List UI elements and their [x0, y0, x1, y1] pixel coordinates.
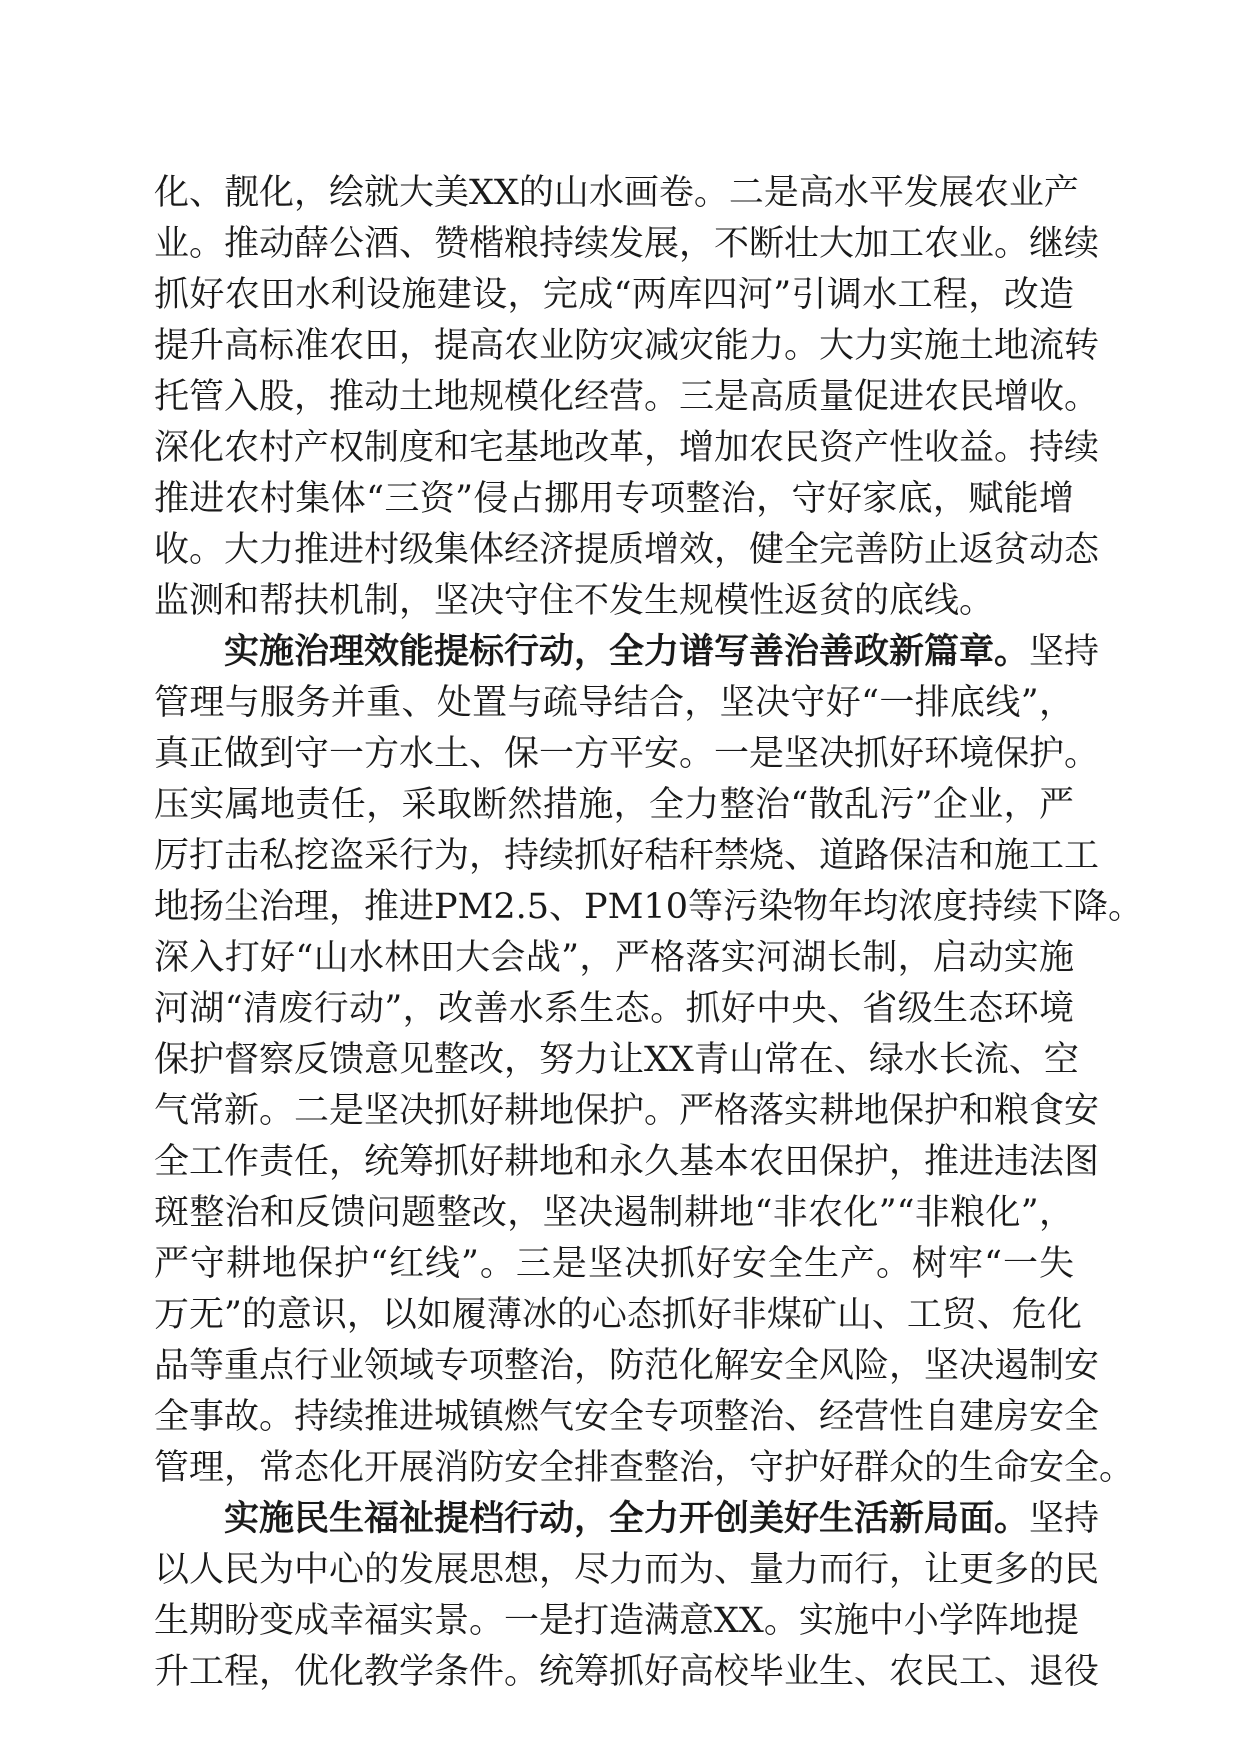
paragraph-line: 保护督察反馈意见整改，努力让XX青山常在、绿水长流、空 — [154, 1040, 1079, 1080]
paragraph-line: 提升高标准农田，提高农业防灾减灾能力。大力实施土地流转 — [154, 326, 1100, 366]
paragraph-line: 全事故。持续推进城镇燃气安全专项整治、经营性自建房安全 — [154, 1397, 1100, 1437]
section-heading: 实施治理效能提标行动，全力谱写善治善政新篇章。 — [224, 632, 1030, 672]
paragraph-line: 压实属地责任，采取断然措施，全力整治“散乱污”企业，严 — [154, 785, 1074, 825]
paragraph-line: 托管入股，推动土地规模化经营。三是高质量促进农民增收。 — [154, 377, 1100, 417]
paragraph-line: 深化农村产权制度和宅基地改革，增加农民资产性收益。持续 — [154, 428, 1100, 468]
paragraph-line: 气常新。二是坚决抓好耕地保护。严格落实耕地保护和粮食安 — [154, 1091, 1100, 1131]
paragraph-line: 管理与服务并重、处置与疏导结合，坚决守好“一排底线”， — [154, 683, 1074, 723]
paragraph-line: 业。推动薛公酒、赞楷粮持续发展，不断壮大加工农业。继续 — [154, 224, 1100, 264]
section-heading: 实施民生福祉提档行动，全力开创美好生活新局面。 — [224, 1499, 1030, 1539]
paragraph-line: 化、靓化，绘就大美XX的山水画卷。二是高水平发展农业产 — [154, 173, 1079, 213]
heading-continuation: 坚持 — [1029, 632, 1100, 672]
paragraph-line: 万无”的意识，以如履薄冰的心态抓好非煤矿山、工贸、危化 — [154, 1295, 1082, 1335]
heading-continuation: 坚持 — [1029, 1499, 1100, 1539]
paragraph-line: 收。大力推进村级集体经济提质增效，健全完善防止返贫动态 — [154, 530, 1100, 570]
paragraph-line: 地扬尘治理，推进PM2.5、PM10等污染物年均浓度持续下降。 — [154, 887, 1143, 927]
paragraph-line: 升工程，优化教学条件。统筹抓好高校毕业生、农民工、退役 — [154, 1652, 1100, 1692]
paragraph-line: 抓好农田水利设施建设，完成“两库四河”引调水工程，改造 — [154, 275, 1074, 315]
paragraph-line: 监测和帮扶机制，坚决守住不发生规模性返贫的底线。 — [154, 581, 995, 621]
paragraph-line: 管理，常态化开展消防安全排查整治，守护好群众的生命安全。 — [154, 1448, 1135, 1488]
paragraph-line: 真正做到守一方水土、保一方平安。一是坚决抓好环境保护。 — [154, 734, 1100, 774]
paragraph-line: 河湖“清废行动”，改善水系生态。抓好中央、省级生态环境 — [154, 989, 1074, 1029]
paragraph-line: 以人民为中心的发展思想，尽力而为、量力而行，让更多的民 — [154, 1550, 1100, 1590]
paragraph-line: 推进农村集体“三资”侵占挪用专项整治，守好家底，赋能增 — [154, 479, 1074, 519]
section-heading-line — [154, 627, 1100, 678]
body-text — [154, 168, 1143, 1698]
section-heading-line — [154, 1494, 1100, 1545]
paragraph-line: 生期盼变成幸福实景。一是打造满意XX。实施中小学阵地提 — [154, 1601, 1079, 1641]
paragraph-line: 斑整治和反馈问题整改，坚决遏制耕地“非农化”“非粮化”， — [154, 1193, 1074, 1233]
paragraph-line: 厉打击私挖盗采行为，持续抓好秸秆禁烧、道路保洁和施工工 — [154, 836, 1100, 876]
paragraph-line: 全工作责任，统筹抓好耕地和永久基本农田保护，推进违法图 — [154, 1142, 1100, 1182]
paragraph-line: 严守耕地保护“红线”。三是坚决抓好安全生产。树牢“一失 — [154, 1244, 1074, 1284]
paragraph-line: 品等重点行业领域专项整治，防范化解安全风险，坚决遏制安 — [154, 1346, 1100, 1386]
paragraph-line: 深入打好“山水林田大会战”，严格落实河湖长制，启动实施 — [154, 938, 1074, 978]
